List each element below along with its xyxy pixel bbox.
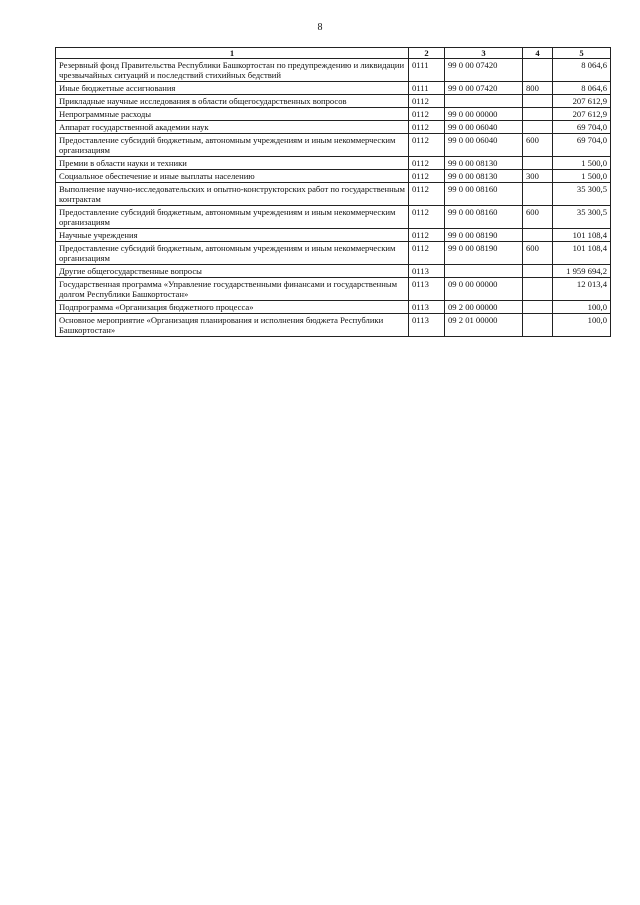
row-expense-type-cell [523, 229, 553, 242]
column-header-3: 3 [445, 48, 523, 59]
row-section-code-cell: 0113 [409, 265, 445, 278]
table-row [56, 95, 611, 108]
row-amount-cell: 69 704,0 [553, 134, 611, 157]
row-target-code-cell: 09 0 00 00000 [445, 278, 523, 301]
row-section-code-cell: 0112 [409, 206, 445, 229]
row-name-cell: Государственная программа «Управление государственными финансами и государственным долгом Республики Башкортостан» [56, 278, 409, 301]
row-section-code-cell: 0111 [409, 82, 445, 95]
row-target-code-cell: 09 2 01 00000 [445, 314, 523, 337]
column-header-1: 1 [56, 48, 409, 59]
row-section-code-cell: 0113 [409, 301, 445, 314]
table-row [56, 242, 611, 265]
row-amount-cell: 101 108,4 [553, 242, 611, 265]
row-amount-cell: 207 612,9 [553, 108, 611, 121]
row-name-cell: Социальное обеспечение и иные выплаты населению [56, 170, 409, 183]
row-section-code-cell: 0112 [409, 95, 445, 108]
row-name-cell: Резервный фонд Правительства Республики Башкортостан по предупреждению и ликвидации чрезвычайных ситуаций и последствий стихийных бедствий [56, 59, 409, 82]
row-expense-type-cell: 800 [523, 82, 553, 95]
row-section-code-cell: 0112 [409, 134, 445, 157]
row-name-cell: Иные бюджетные ассигнования [56, 82, 409, 95]
table-row [56, 206, 611, 229]
row-expense-type-cell [523, 95, 553, 108]
row-amount-cell: 35 300,5 [553, 206, 611, 229]
row-name-cell: Прикладные научные исследования в области общегосударственных вопросов [56, 95, 409, 108]
table-row [56, 183, 611, 206]
row-target-code-cell: 99 0 00 08130 [445, 157, 523, 170]
row-expense-type-cell [523, 301, 553, 314]
row-target-code-cell: 99 0 00 08160 [445, 183, 523, 206]
row-name-cell: Предоставление субсидий бюджетным, автономным учреждениям и иным некоммерческим организациям [56, 134, 409, 157]
row-target-code-cell [445, 265, 523, 278]
row-section-code-cell: 0112 [409, 183, 445, 206]
table-row [56, 278, 611, 301]
row-section-code-cell: 0111 [409, 59, 445, 82]
row-amount-cell: 100,0 [553, 314, 611, 337]
row-amount-cell: 69 704,0 [553, 121, 611, 134]
row-name-cell: Предоставление субсидий бюджетным, автономным учреждениям и иным некоммерческим организациям [56, 242, 409, 265]
table-row [56, 121, 611, 134]
table-row [56, 134, 611, 157]
row-section-code-cell: 0112 [409, 242, 445, 265]
table-row [56, 265, 611, 278]
row-amount-cell: 35 300,5 [553, 183, 611, 206]
row-name-cell: Премии в области науки и техники [56, 157, 409, 170]
row-amount-cell: 207 612,9 [553, 95, 611, 108]
row-name-cell: Подпрограмма «Организация бюджетного процесса» [56, 301, 409, 314]
row-amount-cell: 101 108,4 [553, 229, 611, 242]
table-row [56, 157, 611, 170]
table-row [56, 314, 611, 337]
row-expense-type-cell [523, 265, 553, 278]
table-row [56, 229, 611, 242]
row-name-cell: Предоставление субсидий бюджетным, автономным учреждениям и иным некоммерческим организациям [56, 206, 409, 229]
row-expense-type-cell [523, 157, 553, 170]
row-name-cell: Другие общегосударственные вопросы [56, 265, 409, 278]
row-section-code-cell: 0113 [409, 278, 445, 301]
column-header-5: 5 [553, 48, 611, 59]
row-expense-type-cell: 600 [523, 206, 553, 229]
row-target-code-cell [445, 95, 523, 108]
row-section-code-cell: 0112 [409, 170, 445, 183]
row-expense-type-cell [523, 183, 553, 206]
row-section-code-cell: 0112 [409, 157, 445, 170]
row-target-code-cell: 09 2 00 00000 [445, 301, 523, 314]
row-expense-type-cell [523, 108, 553, 121]
budget-table [55, 47, 611, 337]
row-target-code-cell: 99 0 00 08160 [445, 206, 523, 229]
row-section-code-cell: 0112 [409, 229, 445, 242]
row-amount-cell: 8 064,6 [553, 82, 611, 95]
row-expense-type-cell [523, 59, 553, 82]
table-row [56, 301, 611, 314]
row-name-cell: Выполнение научно-исследовательских и опытно-конструкторских работ по государственным контрактам [56, 183, 409, 206]
row-expense-type-cell: 600 [523, 134, 553, 157]
row-name-cell: Научные учреждения [56, 229, 409, 242]
row-amount-cell: 1 500,0 [553, 170, 611, 183]
table-row [56, 82, 611, 95]
row-target-code-cell: 99 0 00 07420 [445, 59, 523, 82]
column-header-4: 4 [523, 48, 553, 59]
row-section-code-cell: 0112 [409, 121, 445, 134]
row-expense-type-cell [523, 278, 553, 301]
row-amount-cell: 100,0 [553, 301, 611, 314]
row-target-code-cell: 99 0 00 06040 [445, 134, 523, 157]
row-amount-cell: 8 064,6 [553, 59, 611, 82]
row-name-cell: Аппарат государственной академии наук [56, 121, 409, 134]
row-target-code-cell: 99 0 00 06040 [445, 121, 523, 134]
row-amount-cell: 1 500,0 [553, 157, 611, 170]
row-target-code-cell: 99 0 00 07420 [445, 82, 523, 95]
row-amount-cell: 1 959 694,2 [553, 265, 611, 278]
table-header-row [56, 48, 611, 59]
row-name-cell: Непрограммные расходы [56, 108, 409, 121]
row-expense-type-cell: 300 [523, 170, 553, 183]
row-section-code-cell: 0112 [409, 108, 445, 121]
row-section-code-cell: 0113 [409, 314, 445, 337]
row-amount-cell: 12 013,4 [553, 278, 611, 301]
row-target-code-cell: 99 0 00 08130 [445, 170, 523, 183]
row-expense-type-cell: 600 [523, 242, 553, 265]
row-target-code-cell: 99 0 00 08190 [445, 229, 523, 242]
row-target-code-cell: 99 0 00 08190 [445, 242, 523, 265]
table-row [56, 108, 611, 121]
row-expense-type-cell [523, 121, 553, 134]
column-header-2: 2 [409, 48, 445, 59]
row-name-cell: Основное мероприятие «Организация планирования и исполнения бюджета Республики Башкортостан» [56, 314, 409, 337]
row-expense-type-cell [523, 314, 553, 337]
table-row [56, 170, 611, 183]
table-row [56, 59, 611, 82]
page-number: 8 [317, 22, 323, 33]
row-target-code-cell: 99 0 00 00000 [445, 108, 523, 121]
